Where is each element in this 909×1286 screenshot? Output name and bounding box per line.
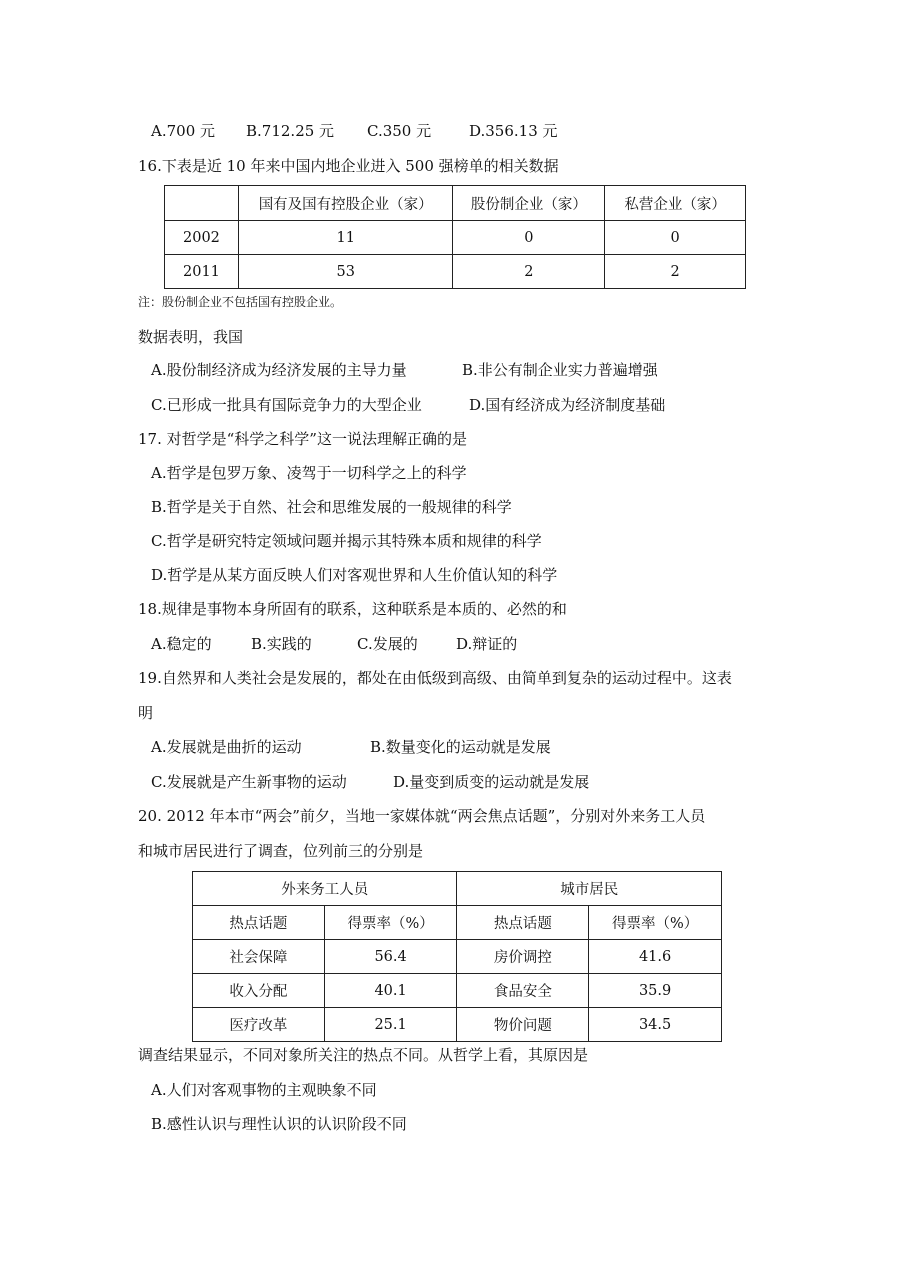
table-row [193, 974, 722, 1008]
q19-option-c[interactable]: C.发展就是产生新事物的运动 [151, 773, 347, 791]
q18-stem: 18.规律是事物本身所固有的联系，这种联系是本质的、必然的和 [138, 600, 567, 618]
q18-option-a[interactable]: A.稳定的 [151, 635, 212, 653]
q16-note: 注：股份制企业不包括国有控股企业。 [138, 295, 343, 309]
q19-stem-line2: 明 [138, 704, 154, 722]
q17-option-c[interactable]: C.哲学是研究特定领域问题并揭示其特殊本质和规律的科学 [151, 532, 542, 550]
q17-option-b[interactable]: B.哲学是关于自然、社会和思维发展的一般规律的科学 [151, 498, 512, 516]
q16-cell: 53 [238, 255, 453, 289]
q20-group-header-resident: 城市居民 [457, 872, 722, 906]
table-row [165, 221, 746, 255]
q20-cell: 物价问题 [457, 1008, 589, 1042]
q15-option-d[interactable]: D.356.13 元 [469, 122, 558, 140]
q20-cell: 医疗改革 [193, 1008, 325, 1042]
q19-option-b[interactable]: B.数量变化的运动就是发展 [370, 738, 551, 756]
q16-cell: 0 [605, 221, 746, 255]
q17-option-d[interactable]: D.哲学是从某方面反映人们对客观世界和人生价值认知的科学 [151, 566, 558, 584]
q16-option-b[interactable]: B.非公有制企业实力普遍增强 [462, 361, 658, 379]
table-row [193, 940, 722, 974]
q16-stem: 16.下表是近 10 年来中国内地企业进入 500 强榜单的相关数据 [138, 157, 559, 175]
table-row [165, 255, 746, 289]
q19-option-a[interactable]: A.发展就是曲折的运动 [151, 738, 302, 756]
q20-stem-line2: 和城市居民进行了调查，位列前三的分别是 [138, 842, 424, 860]
q20-cell: 34.5 [589, 1008, 722, 1042]
q20-cell: 56.4 [324, 940, 457, 974]
q20-group-header-migrant: 外来务工人员 [193, 872, 457, 906]
q16-cell: 0 [453, 221, 605, 255]
q16-option-c[interactable]: C.已形成一批具有国际竞争力的大型企业 [151, 396, 422, 414]
q18-option-c[interactable]: C.发展的 [357, 635, 418, 653]
q16-cell: 11 [238, 221, 453, 255]
q16-header-blank [165, 186, 239, 221]
q20-cell: 40.1 [324, 974, 457, 1008]
q20-cell: 房价调控 [457, 940, 589, 974]
q20-cell: 41.6 [589, 940, 722, 974]
q16-table [164, 185, 746, 289]
q20-sub-header: 得票率（%） [324, 906, 457, 940]
q16-option-a[interactable]: A.股份制经济成为经济发展的主导力量 [151, 361, 407, 379]
q18-option-d[interactable]: D.辩证的 [456, 635, 518, 653]
q20-sub-header: 得票率（%） [589, 906, 722, 940]
q15-option-a[interactable]: A.700 元 [151, 122, 215, 140]
q16-cell: 2 [453, 255, 605, 289]
q16-cell: 2 [605, 255, 746, 289]
q20-cell: 25.1 [324, 1008, 457, 1042]
q20-cell: 收入分配 [193, 974, 325, 1008]
q15-option-b[interactable]: B.712.25 元 [246, 122, 335, 140]
q16-cell: 2002 [165, 221, 239, 255]
q15-option-c[interactable]: C.350 元 [367, 122, 432, 140]
q17-stem: 17. 对哲学是“科学之科学”这一说法理解正确的是 [138, 430, 467, 448]
q20-cell: 食品安全 [457, 974, 589, 1008]
q20-option-a[interactable]: A.人们对客观事物的主观映象不同 [151, 1081, 377, 1099]
q20-sub-header: 热点话题 [457, 906, 589, 940]
q20-sub-header: 热点话题 [193, 906, 325, 940]
q16-header-joint-stock: 股份制企业（家） [453, 186, 605, 221]
q18-option-b[interactable]: B.实践的 [251, 635, 312, 653]
q20-cell: 35.9 [589, 974, 722, 1008]
q20-table [192, 871, 722, 1042]
table-row [193, 1008, 722, 1042]
q17-option-a[interactable]: A.哲学是包罗万象、凌驾于一切科学之上的科学 [151, 464, 467, 482]
q20-cell: 社会保障 [193, 940, 325, 974]
q16-option-d[interactable]: D.国有经济成为经济制度基础 [469, 396, 666, 414]
q20-option-b[interactable]: B.感性认识与理性认识的认识阶段不同 [151, 1115, 407, 1133]
q19-stem-line1: 19.自然界和人类社会是发展的，都处在由低级到高级、由简单到复杂的运动过程中。这表 [138, 669, 732, 687]
q19-option-d[interactable]: D.量变到质变的运动就是发展 [393, 773, 590, 791]
q16-header-state: 国有及国有控股企业（家） [238, 186, 453, 221]
q20-lead: 调查结果显示，不同对象所关注的热点不同。从哲学上看，其原因是 [138, 1046, 589, 1064]
q20-stem-line1: 20. 2012 年本市“两会”前夕，当地一家媒体就“两会焦点话题”，分别对外来务工人员 [138, 807, 706, 825]
q16-cell: 2011 [165, 255, 239, 289]
q16-header-private: 私营企业（家） [605, 186, 746, 221]
q16-lead: 数据表明，我国 [138, 328, 244, 346]
